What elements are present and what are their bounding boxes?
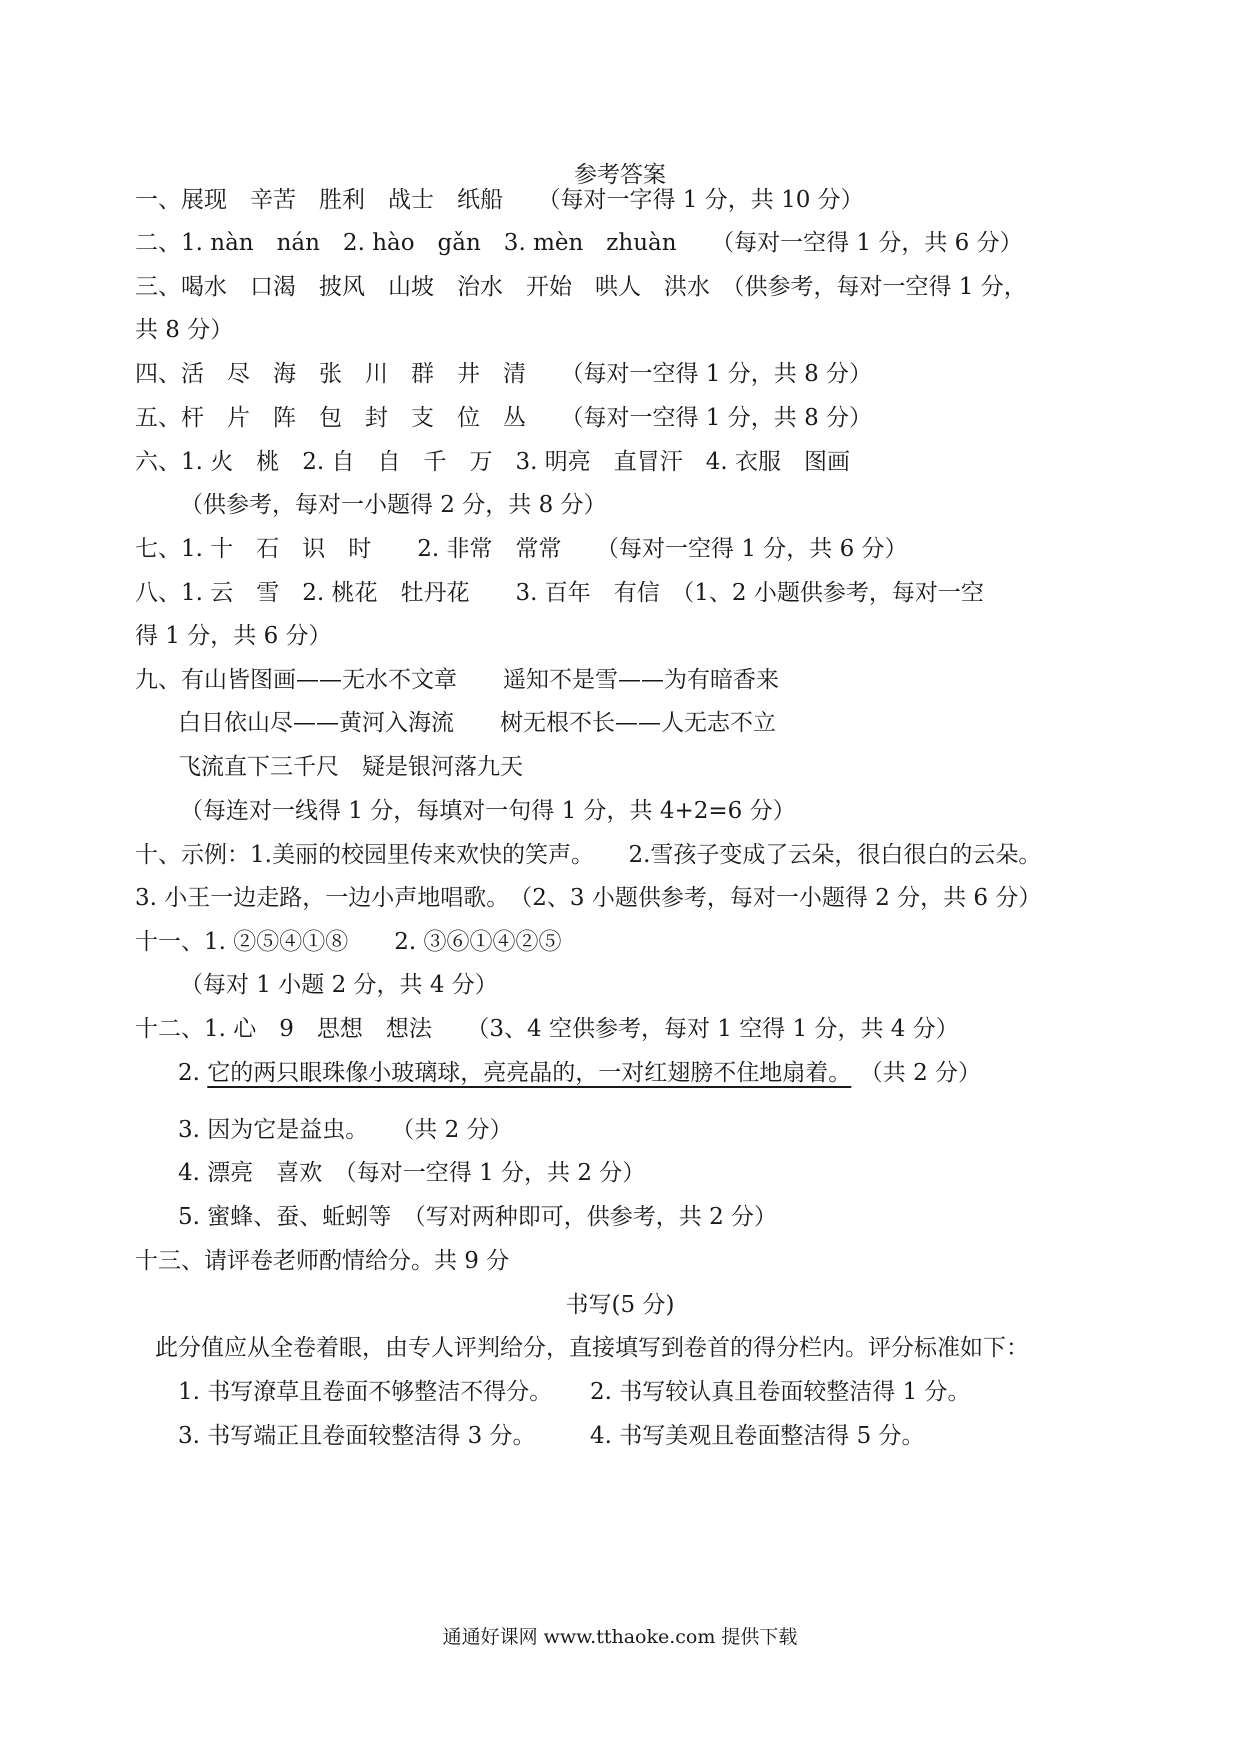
writing-intro: 此分值应从全卷着眼，由专人评判给分，直接填写到卷首的得分栏内。评分标准如下： — [155, 1335, 1029, 1361]
writing-section-title: 书写(5 分) — [565, 1292, 675, 1318]
answer-q9-score: （每连对一线得 1 分，每填对一句得 1 分，共 4+2=6 分） — [180, 798, 796, 824]
writing-criterion-3: 3. 书写端正且卷面较整洁得 3 分。 — [178, 1423, 536, 1449]
answer-q11-score: （每对 1 小题 2 分，共 4 分） — [180, 972, 498, 998]
answer-q9-line3: 飞流直下三千尺 疑是银河落九天 — [178, 754, 523, 780]
answer-q12-4: 4. 漂亮 喜欢 （每对一空得 1 分，共 2 分） — [178, 1160, 646, 1186]
answer-q6: 六、1. 火 桃 2. 自 自 千 万 3. 明亮 直冒汗 4. 衣服 图画 — [135, 449, 851, 475]
answer-q4: 四、活 尽 海 张 川 群 井 清 （每对一空得 1 分，共 8 分） — [135, 361, 873, 387]
answer-q12-2 — [178, 1058, 981, 1088]
answer-q7: 七、1. 十 石 识 时 2. 非常 常常 （每对一空得 1 分，共 6 分） — [135, 536, 908, 562]
writing-criterion-4: 4. 书写美观且卷面整洁得 5 分。 — [590, 1423, 925, 1449]
answer-q11: 十一、1. ②⑤④①⑧ 2. ③⑥①④②⑤ — [135, 929, 562, 955]
writing-criterion-1: 1. 书写潦草且卷面不够整洁不得分。 — [178, 1379, 553, 1405]
answer-q12-2-underlined-sentence: 它的两只眼珠像小玻璃球，亮亮晶的，一对红翅膀不住地扇着。 — [207, 1060, 852, 1086]
answer-q13: 十三、请评卷老师酌情给分。共 9 分 — [135, 1248, 510, 1274]
answer-q12-2-score: （共 2 分） — [871, 1060, 982, 1086]
answer-q2: 二、1. nàn nán 2. hào gǎn 3. mèn zhuàn （每对一空得 1 分，共 6 分） — [135, 230, 1023, 256]
answer-q8: 八、1. 云 雪 2. 桃花 牡丹花 3. 百年 有信 （1、2 小题供参考，每对一空 — [135, 580, 984, 606]
answer-q8-cont: 得 1 分，共 6 分） — [135, 623, 332, 649]
answer-q10: 十、示例：1.美丽的校园里传来欢快的笑声。 2.雪孩子变成了云朵，很白很白的云朵。 — [135, 842, 1042, 868]
answer-q12-2-number: 2. — [178, 1060, 208, 1086]
writing-criterion-2: 2. 书写较认真且卷面较整洁得 1 分。 — [590, 1379, 971, 1405]
answer-q3-cont: 共 8 分） — [135, 317, 234, 343]
answer-q3: 三、喝水 口渴 披风 山坡 治水 开始 哄人 洪水 （供参考，每对一空得 1 分， — [135, 274, 1027, 300]
answer-q9-line1: 九、有山皆图画——无水不文章 遥知不是雪——为有暗香来 — [135, 667, 779, 693]
answer-q12-3: 3. 因为它是益虫。 （共 2 分） — [178, 1117, 513, 1143]
answer-q12-5: 5. 蜜蜂、蚕、蚯蚓等 （写对两种即可，供参考，共 2 分） — [178, 1204, 778, 1230]
footer-source: 通通好课网 www.tthaoke.com 提供下载 — [442, 1626, 798, 1648]
answer-q12-1: 十二、1. 心 9 思想 想法 （3、4 空供参考，每对 1 空得 1 分，共 4 分） — [135, 1016, 959, 1042]
answer-q9-line2: 白日依山尽——黄河入海流 树无根不长——人无志不立 — [178, 710, 776, 736]
answer-q1: 一、展现 辛苦 胜利 战士 纸船 （每对一字得 1 分，共 10 分） — [135, 187, 864, 213]
page-title: 参考答案 — [574, 162, 666, 188]
answer-q6-score: （供参考，每对一小题得 2 分，共 8 分） — [180, 492, 607, 518]
answer-q10-cont: 3. 小王一边走路，一边小声地唱歌。 （2、3 小题供参考，每对一小题得 2 分，共 6 分） — [135, 885, 1042, 911]
answer-q5: 五、杆 片 阵 包 封 支 位 丛 （每对一空得 1 分，共 8 分） — [135, 405, 873, 431]
